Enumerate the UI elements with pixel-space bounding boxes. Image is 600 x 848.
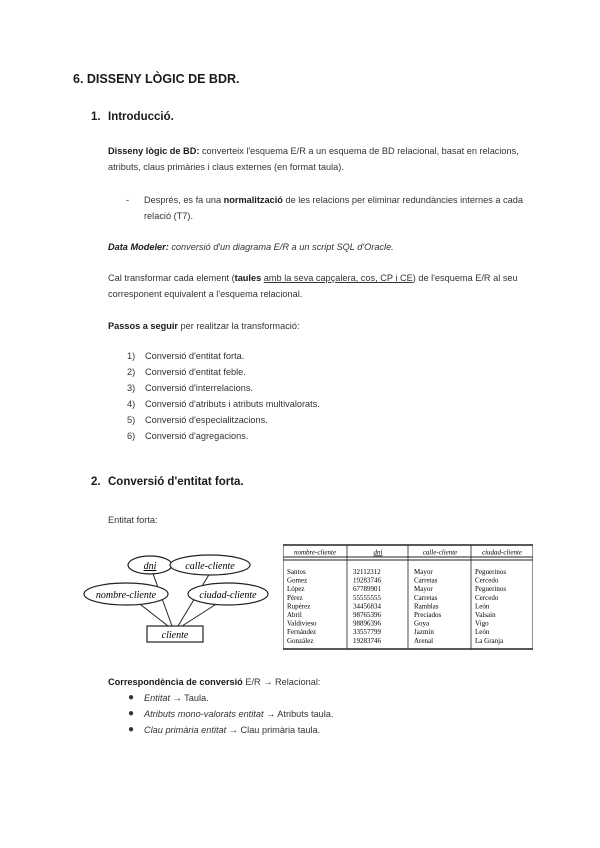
correspondence-heading — [108, 674, 543, 690]
step-text: Conversió d'agregacions. — [145, 431, 249, 441]
step-text: Conversió d'interrelacions. — [145, 383, 253, 393]
attr-calle: calle-cliente — [185, 561, 235, 572]
intro-p1-bold: Disseny lògic de BD: — [108, 146, 200, 156]
table-cell: López — [287, 585, 305, 594]
table-cell: Pérez — [287, 593, 303, 602]
bullet-text: → Clau primària taula. — [226, 725, 321, 735]
step-number: 4) — [127, 399, 136, 409]
bullet-item — [126, 690, 526, 706]
table-cell: La Granja — [475, 636, 504, 645]
table-cell: Vigo — [475, 619, 489, 628]
table-cell: Mayor — [414, 568, 433, 576]
intro-p1-text: converteix l'esquema E/R a un esquema de BD relacional, basat en relacions, atributs, claus primàries i claus externes (en format taula). — [108, 146, 519, 172]
table-cell: Peguerinos — [475, 585, 507, 594]
bullet-dot-icon: ● — [128, 724, 135, 735]
bullet-em: Clau primària entitat — [144, 725, 227, 735]
table-header-cell: dni — [373, 548, 383, 557]
bullet-item — [126, 706, 526, 722]
table-cell: Preciados — [414, 611, 442, 619]
intro-heading — [91, 111, 174, 123]
strong-label-text: Entitat forta: — [108, 515, 158, 525]
table-cell: Fernández — [287, 628, 317, 637]
table-cell: 19283746 — [353, 636, 381, 645]
bullet-dot-icon: ● — [128, 692, 135, 703]
steps-list — [127, 348, 527, 444]
bullet-item — [126, 722, 526, 738]
table-header-cell: ciudad-cliente — [481, 548, 523, 557]
table-cell: Cercedo — [475, 576, 499, 585]
corr-text: E/R → Relacional: — [242, 677, 321, 687]
intro-p4-bold: taules — [234, 273, 262, 283]
bullet-list — [126, 690, 526, 738]
bullet-text: → Taula. — [170, 693, 209, 703]
attr-dni: dni — [143, 561, 157, 572]
intro-p4-b: ) de l'esquema E/R al seu corresponent equivalent a l'esquema relacional. — [108, 273, 518, 299]
strong-heading — [91, 476, 244, 488]
step-item — [127, 364, 527, 380]
table-cell: Gomez — [287, 576, 308, 585]
table-cell: Santos — [287, 568, 306, 576]
step-text: Conversió d'entitat feble. — [145, 367, 246, 377]
entity-name: cliente — [161, 630, 189, 641]
table-cell: 55555555 — [353, 593, 381, 602]
bullet-em: Entitat — [144, 693, 171, 703]
table-cell: Abril — [287, 611, 302, 619]
table-cell: Ramblas — [414, 602, 439, 611]
table-cell: Mayor — [414, 585, 433, 594]
table-cell: Peguerinos — [475, 568, 507, 576]
step-number: 3) — [127, 383, 136, 393]
table-cell: Valsaín — [475, 611, 496, 619]
example-table — [283, 544, 533, 650]
bullet-dot-icon: ● — [128, 708, 135, 719]
table-cell: Carretas — [414, 593, 438, 602]
step-item — [127, 428, 527, 444]
table-header-cell: nombre-cliente — [293, 548, 337, 557]
table-cell: Goya — [414, 619, 430, 628]
section-title: 6. DISSENY LÒGIC DE BDR. — [73, 72, 240, 86]
table-cell: León — [475, 628, 490, 637]
table-cell: 32112312 — [353, 568, 381, 576]
table-cell: 67789901 — [353, 585, 381, 594]
intro-paragraph-3 — [108, 239, 543, 255]
intro-p2-b: de les relacions per eliminar redundàncies internes a cada relació (T7). — [144, 195, 523, 221]
intro-dash-item — [126, 192, 546, 224]
attr-ciudad: ciudad-cliente — [199, 590, 257, 601]
step-number: 6) — [127, 431, 136, 441]
table-cell: Jazmín — [414, 628, 434, 637]
bullet-text: → Atributs taula. — [263, 709, 334, 719]
intro-p4-underline: amb la seva capçalera, cos, CP i CE — [263, 273, 413, 283]
step-text: Conversió d'entitat forta. — [145, 351, 245, 361]
intro-heading-title: Introducció. — [108, 111, 174, 123]
step-item — [127, 396, 527, 412]
dash-marker: - — [126, 195, 130, 205]
step-text: Conversió d'atributs i atributs multivalorats. — [145, 399, 320, 409]
table-cell: 98896396 — [353, 619, 381, 628]
intro-p2-bold: normalització — [223, 195, 283, 205]
step-item — [127, 380, 527, 396]
table-cell: Cercedo — [475, 593, 499, 602]
intro-paragraph-1 — [108, 143, 543, 175]
intro-p4-a: Cal transformar cada element ( — [108, 273, 235, 283]
intro-p2-a: Després, es fa una — [144, 195, 224, 205]
intro-heading-number: 1. — [91, 111, 101, 123]
er-diagram — [82, 548, 282, 648]
table-header-cell: calle-cliente — [422, 548, 458, 557]
step-text: Conversió d'especialitzacions. — [145, 415, 268, 425]
table-cell: Carretas — [414, 576, 438, 585]
table-cell: Valdivieso — [287, 619, 317, 628]
attr-nombre: nombre-cliente — [95, 590, 157, 601]
table-cell: Arenal — [414, 636, 434, 645]
table-cell: León — [475, 602, 490, 611]
intro-p5-text: per realitzar la transformació: — [177, 321, 300, 331]
intro-p5-bold: Passos a seguir — [108, 321, 178, 331]
table-cell: Rupérez — [287, 602, 311, 611]
strong-label — [108, 512, 158, 528]
step-item — [127, 412, 527, 428]
intro-paragraph-5 — [108, 318, 543, 334]
step-number: 1) — [127, 351, 136, 361]
strong-heading-title: Conversió d'entitat forta. — [108, 476, 244, 488]
strong-heading-number: 2. — [91, 476, 101, 488]
table-cell: 98765396 — [353, 611, 381, 619]
bullet-em: Atributs mono-valorats entitat — [144, 709, 264, 719]
table-cell: 33557799 — [353, 628, 381, 637]
table-cell: 19283746 — [353, 576, 381, 585]
step-number: 2) — [127, 367, 136, 377]
corr-bold: Correspondència de conversió — [108, 677, 243, 687]
intro-p3-text: conversió d'un diagrama E/R a un script SQL d'Oracle. — [168, 242, 394, 252]
step-item — [127, 348, 527, 364]
intro-p3-bold: Data Modeler: — [108, 242, 169, 252]
table-cell: González — [287, 636, 314, 645]
intro-paragraph-4 — [108, 270, 548, 302]
step-number: 5) — [127, 415, 136, 425]
table-cell: 34456834 — [353, 602, 381, 611]
